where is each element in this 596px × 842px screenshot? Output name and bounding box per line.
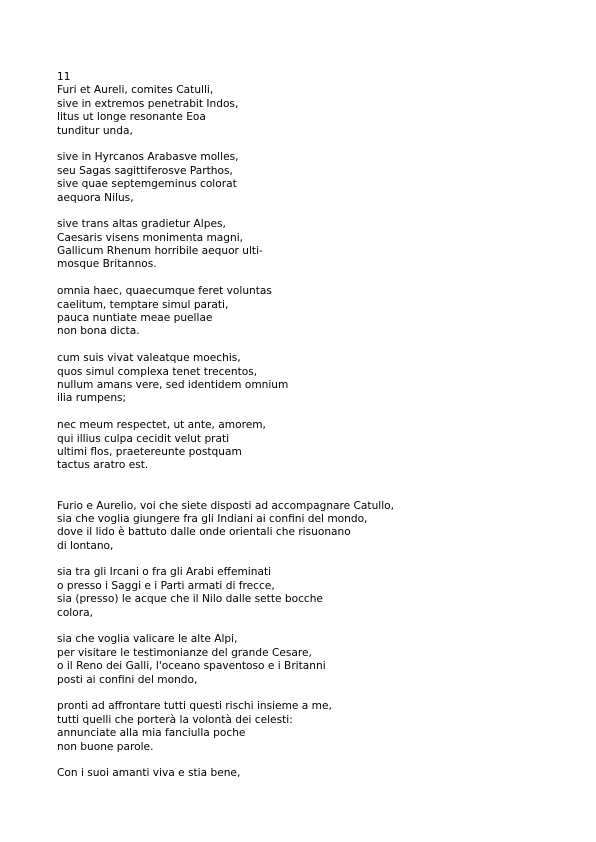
italian-stanza-5 (57, 767, 557, 780)
verse-line: Furio e Aurelio, voi che siete disposti ad accompagnare Catullo, (57, 499, 395, 512)
italian-stanza-1 (57, 500, 557, 554)
italian-stanza-2 (57, 566, 557, 620)
verse-line: cum suis vivat valeatque moechis, (57, 352, 241, 365)
verse-line: Caesaris visens monimenta magni, (57, 231, 244, 244)
verse-line: per visitare le testimonianze del grande Cesare, (57, 646, 312, 659)
latin-stanza-1 (57, 84, 557, 138)
latin-stanza-6 (57, 419, 557, 473)
verse-line: sia (presso) le acque che il Nilo dalle sette bocche (57, 593, 323, 606)
verse-line: dove il lido è battuto dalle onde orientali che risuonano (57, 526, 351, 539)
verse-line: tutti quelli che porterà la volontà dei celesti: (57, 713, 293, 726)
page-number: 11 (57, 71, 71, 83)
verse-line: pronti ad affrontare tutti questi rischi insieme a me, (57, 700, 332, 713)
verse-line: quos simul complexa tenet trecentos, (57, 365, 258, 378)
verse-line: caelitum, temptare simul parati, (57, 298, 229, 311)
verse-line: litus ut longe resonante Eoa (57, 111, 206, 124)
verse-line: colora, (57, 606, 93, 619)
verse-line: sia che voglia valicare le alte Alpi, (57, 633, 238, 646)
verse-line: Gallicum Rhenum horribile aequor ulti- (57, 245, 263, 258)
verse-line: non buone parole. (57, 740, 154, 753)
verse-line: posti ai confini del mondo, (57, 673, 198, 686)
verse-line: sive in extremos penetrabit Indos, (57, 97, 239, 110)
latin-stanza-4 (57, 285, 557, 339)
latin-stanza-3 (57, 218, 557, 272)
verse-line: non bona dicta. (57, 325, 140, 338)
latin-stanza-5 (57, 352, 557, 406)
verse-line: sive quae septemgeminus colorat (57, 178, 237, 191)
verse-line: ilia rumpens; (57, 392, 127, 405)
italian-translation (57, 500, 557, 781)
verse-line: sia tra gli Ircani o fra gli Arabi effeminati (57, 566, 272, 579)
latin-text (57, 84, 557, 472)
verse-line: tunditur unda, (57, 124, 133, 137)
verse-line: sive trans altas gradietur Alpes, (57, 218, 226, 231)
latin-stanza-2 (57, 151, 557, 205)
italian-stanza-4 (57, 700, 557, 754)
verse-line: pauca nuntiate meae puellae (57, 312, 213, 325)
verse-line: omnia haec, quaecumque feret voluntas (57, 285, 272, 298)
verse-line: sive in Hyrcanos Arabasve molles, (57, 151, 239, 164)
verse-line: seu Sagas sagittiferosve Parthos, (57, 164, 233, 177)
italian-stanza-3 (57, 633, 557, 687)
verse-line: mosque Britannos. (57, 258, 157, 271)
verse-line: aequora Nilus, (57, 191, 134, 204)
verse-line: qui illius culpa cecidit velut prati (57, 432, 230, 445)
verse-line: nec meum respectet, ut ante, amorem, (57, 419, 266, 432)
verse-line: nullum amans vere, sed identidem omnium (57, 378, 289, 391)
verse-line: ultimi flos, praetereunte postquam (57, 445, 242, 458)
verse-line: tactus aratro est. (57, 459, 149, 472)
verse-line: o presso i Saggi e i Parti armati di frecce, (57, 579, 275, 592)
verse-line: Con i suoi amanti viva e stia bene, (57, 767, 241, 780)
verse-line: di lontano, (57, 539, 114, 552)
verse-line: annunciate alla mia fanciulla poche (57, 727, 246, 740)
verse-line: Furi et Aureli, comites Catulli, (57, 84, 214, 97)
verse-line: sia che voglia giungere fra gli Indiani ai confini del mondo, (57, 512, 368, 525)
poem-body (57, 71, 557, 794)
verse-line: o il Reno dei Galli, l'oceano spaventoso e i Britanni (57, 660, 326, 673)
